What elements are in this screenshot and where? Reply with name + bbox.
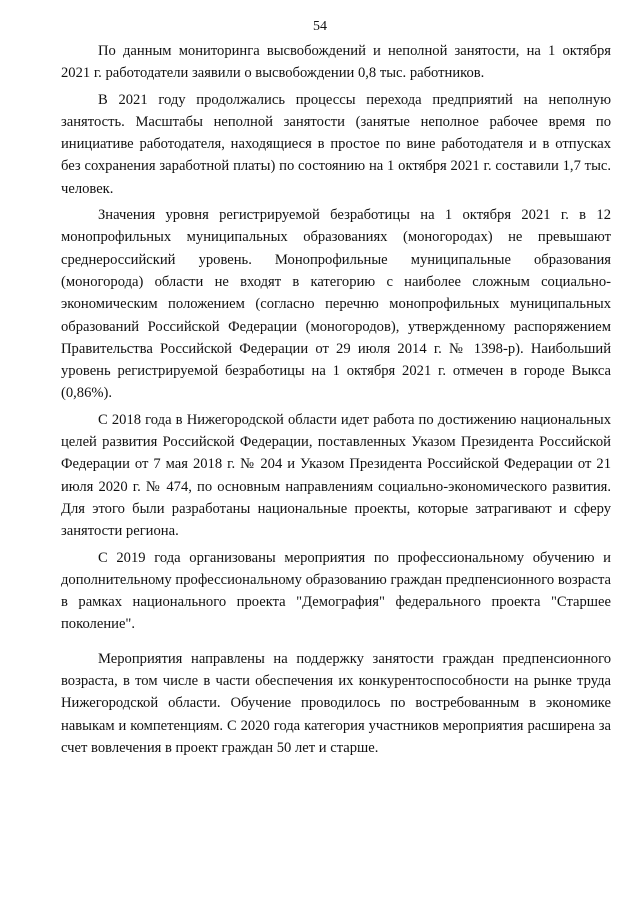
paragraph-national-goals: С 2018 года в Нижегородской области идет работа по достижению национальных целей развития Российской Федерации, поставленных Указом Президента Российской Федерации от 7 мая 2018 г. № 204 и Указом Президента Российской Федерации от 21 июля 2020 г. № 474, по основным направлениям социально-экономического развития. Для этого были разработаны национальные проекты, которые затрагивают и сферу занятости региона. <box>61 411 611 540</box>
paragraph-monotowns-unemployment: Значения уровня регистрируемой безработицы на 1 октября 2021 г. в 12 монопрофильных муниципальных образованиях (моногородах) не превышают среднероссийский уровень. Монопрофильные муниципальные образования (моногорода) области не входят в категорию с наиболее сложным социально-экономическим положением (согласно перечню монопрофильных муниципальных образований Российской Федерации (моногородов), утвержденному распоряжением Правительства Российской Федерации от 29 июля 2014 г. № 1398-р). Наибольший уровень регистрируемой безработицы на 1 октября 2021 г. отмечен в городе Выкса (0,86%). <box>61 207 611 402</box>
paragraph-part-time-employment: В 2021 году продолжались процессы перехода предприятий на неполную занятость. Масштабы неполной занятости (занятые неполное рабочее время по инициативе работодателя, находящиеся в простое по вине работодателя и в отпусках без сохранения заработной платы) по состоянию на 1 октября 2021 г. составили 1,7 тыс. человек. <box>61 91 611 197</box>
paragraph-dismissals: По данным мониторинга высвобождений и неполной занятости, на 1 октября 2021 г. работодатели заявили о высвобождении 0,8 тыс. работников. <box>61 43 611 82</box>
paragraph-pre-retirement-training: С 2019 года организованы мероприятия по профессиональному обучению и дополнительному профессиональному образованию граждан предпенсионного возраста в рамках национального проекта "Демография" федерального проекта "Старшее поколение". <box>61 549 611 633</box>
document-body <box>61 40 611 759</box>
page-number: 54 <box>313 19 327 34</box>
paragraph-employment-support: Мероприятия направлены на поддержку занятости граждан предпенсионного возраста, в том числе в части обеспечения их конкурентоспособности на рынке труда Нижегородской области. Обучение проводилось по востребованным в экономике навыкам и компетенциям. С 2020 года категория участников мероприятия расширена за счет вовлечения в проект граждан 50 лет и старше. <box>61 650 611 756</box>
